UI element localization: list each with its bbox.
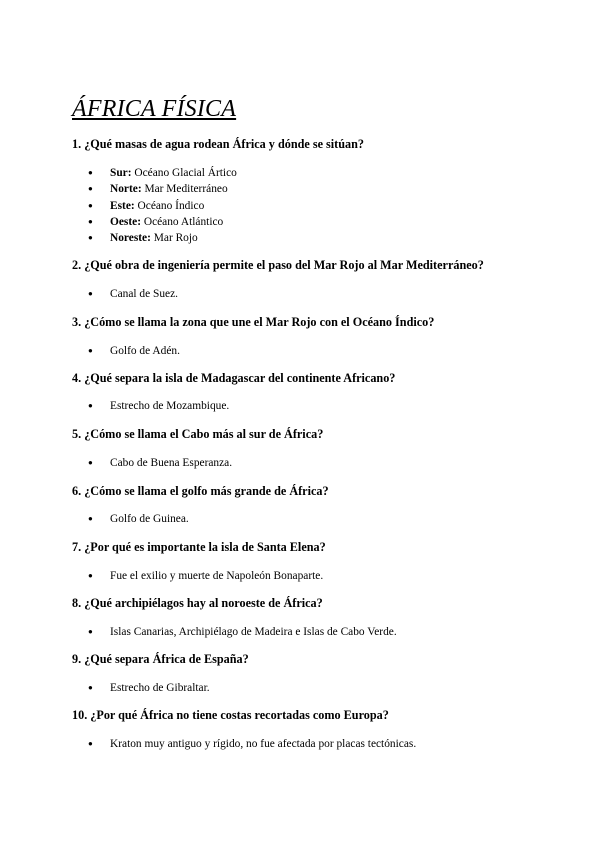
answer-list-8 [72,624,397,640]
list-item [72,214,237,230]
question-1: 1. ¿Qué masas de agua rodean África y dónde se sitúan? [72,137,364,151]
question-7: 7. ¿Por qué es importante la isla de Santa Elena? [72,540,326,554]
question-6: 6. ¿Cómo se llama el golfo más grande de África? [72,484,329,498]
answer-list-3 [72,343,180,359]
direction-label: Norte: [110,183,142,196]
answer-list-6 [72,511,189,527]
direction-label: Oeste: [110,215,141,228]
answer-list-4 [72,398,229,414]
water-body: Océano Atlántico [141,215,224,228]
direction-label: Sur: [110,167,132,179]
list-item [72,198,237,214]
answer-item: ● Golfo de Adén. [72,343,180,359]
answer-list-7 [72,568,323,584]
question-10: 10. ¿Por qué África no tiene costas recortadas como Europa? [72,708,389,722]
answer-list-10 [72,736,416,752]
question-4: 4. ¿Qué separa la isla de Madagascar del continente Africano? [72,371,396,385]
answer-item: ● Kraton muy antiguo y rígido, no fue afectada por placas tectónicas. [72,736,416,752]
question-9: 9. ¿Qué separa África de España? [72,652,249,666]
list-item [72,230,237,246]
answer-item: ● Fue el exilio y muerte de Napoleón Bonaparte. [72,568,323,584]
answer-list-5 [72,455,232,471]
answer-item: ● Cabo de Buena Esperanza. [72,455,232,471]
direction-label: Este: [110,199,135,212]
answer-item: ● Estrecho de Mozambique. [72,398,229,414]
answer-item: ● Canal de Suez. [72,286,178,302]
answer-item: ● Estrecho de Gibraltar. [72,680,210,696]
answer-item: ● Golfo de Guinea. [72,511,189,527]
direction-label: Noreste: [110,232,151,245]
list-item [72,181,237,197]
answer-item: ● Islas Canarias, Archipiélago de Madeira e Islas de Cabo Verde. [72,624,397,640]
water-body: Mar Rojo [150,232,198,245]
water-body: Mar Mediterráneo [141,183,228,196]
question-3: 3. ¿Cómo se llama la zona que une el Mar Rojo con el Océano Índico? [72,315,435,329]
list-item [72,165,237,181]
page-title: ÁFRICA FÍSICA [72,96,237,122]
answer-list-2 [72,286,178,302]
answer-list-1 [72,165,237,246]
water-body: Océano Índico [134,199,205,212]
question-2: 2. ¿Qué obra de ingeniería permite el paso del Mar Rojo al Mar Mediterráneo? [72,258,484,272]
answer-list-9 [72,680,210,696]
question-8: 8. ¿Qué archipiélagos hay al noroeste de África? [72,596,323,610]
water-body: Océano Glacial Ártico [131,167,237,179]
question-5: 5. ¿Cómo se llama el Cabo más al sur de África? [72,427,324,441]
